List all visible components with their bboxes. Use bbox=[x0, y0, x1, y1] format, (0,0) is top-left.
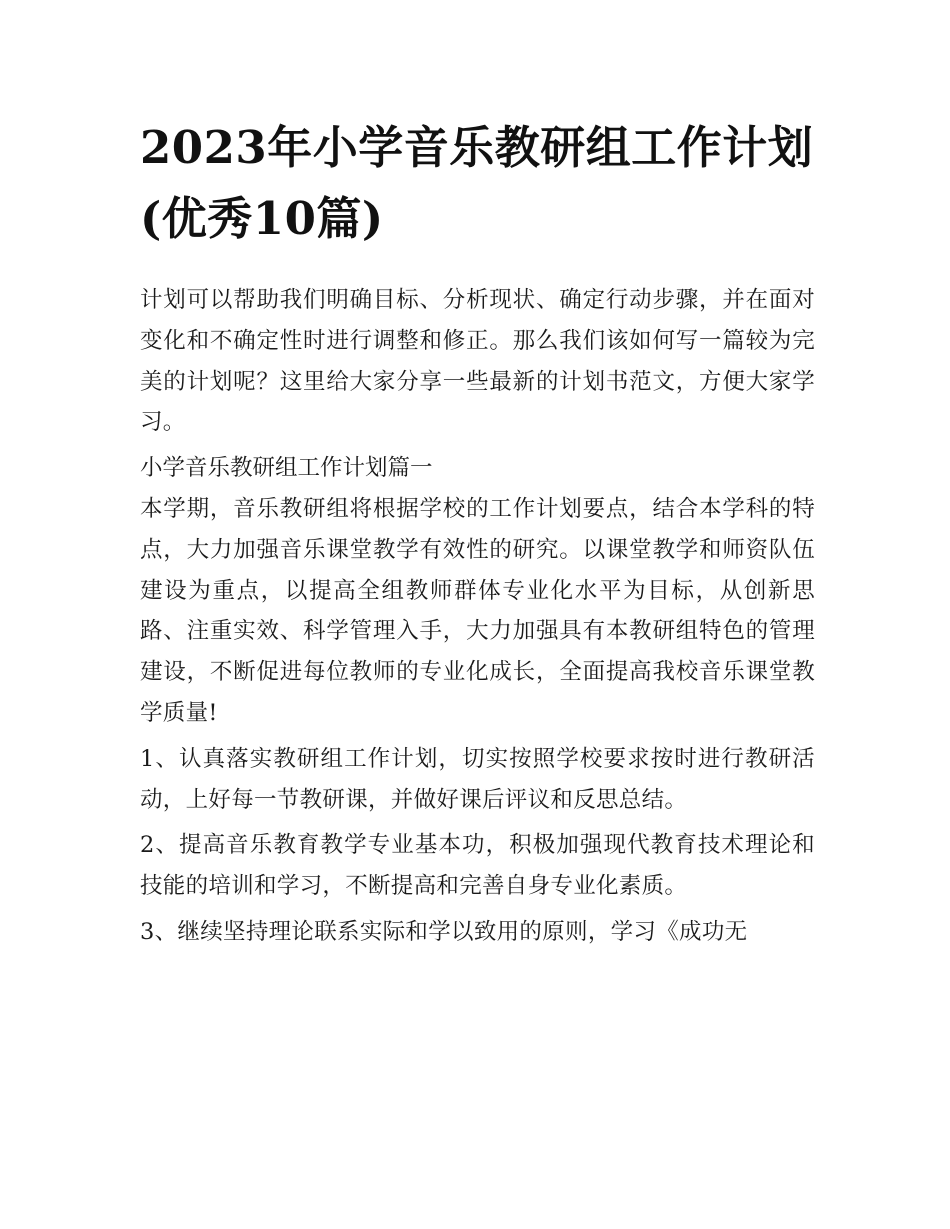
list-item: 1、认真落实教研组工作计划，切实按照学校要求按时进行教研活动，上好每一节教研课，并做好课后评议和反思总结。 bbox=[140, 745, 815, 813]
intro-paragraph: 计划可以帮助我们明确目标、分析现状、确定行动步骤，并在面对变化和不确定性时进行调整和修正。那么我们该如何写一篇较为完美的计划呢？这里给大家分享一些最新的计划书范文，方便大家学习。 bbox=[140, 287, 815, 436]
body-paragraph: 本学期，音乐教研组将根据学校的工作计划要点，结合本学科的特点，大力加强音乐课堂教学有效性的研究。以课堂教学和师资队伍建设为重点，以提高全组教师群体专业化水平为目标，从创新思路、注重实效、科学管理入手，大力加强具有本教研组特色的管理建设，不断促进每位教师的专业化成长，全面提高我校音乐课堂教学质量! bbox=[140, 495, 815, 726]
list-item: 3、继续坚持理论联系实际和学以致用的原则，学习《成功无 bbox=[140, 918, 748, 945]
list-item: 2、提高音乐教育教学专业基本功，积极加强现代教育技术理论和技能的培训和学习，不断提高和完善自身专业化素质。 bbox=[140, 832, 815, 900]
document-body bbox=[140, 112, 815, 953]
section-heading: 小学音乐教研组工作计划篇一 bbox=[140, 455, 433, 482]
document-title: 2023年小学音乐教研组工作计划(优秀10篇) bbox=[140, 121, 814, 245]
